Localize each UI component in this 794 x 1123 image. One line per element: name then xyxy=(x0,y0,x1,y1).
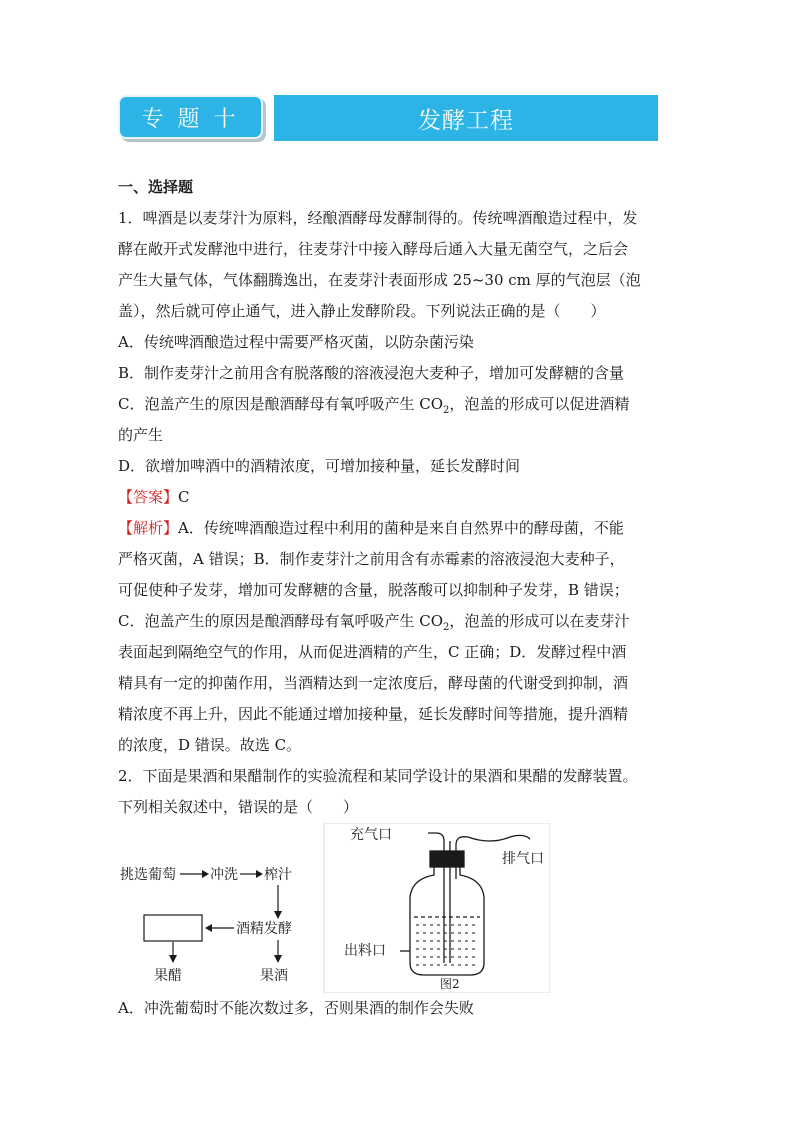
analysis-text: A．传统啤酒酿造过程中利用的菌种是来自自然界中的酵母菌，不能 xyxy=(178,519,624,537)
question-2 xyxy=(118,761,670,1024)
fig2-discharge-label: 出料口 xyxy=(344,943,386,959)
chapter-banner xyxy=(118,95,658,141)
fig2-outlet-label: 排气口 xyxy=(502,851,544,867)
q2-figure xyxy=(118,823,550,993)
bottle xyxy=(410,867,484,975)
fig1-out-vinegar: 果醋 xyxy=(154,968,182,984)
figure-2-apparatus xyxy=(324,823,550,993)
q1-analysis-8: 的浓度，D 错误。故选 C。 xyxy=(118,736,302,754)
q1-option-d: D．欲增加啤酒中的酒精浓度，可增加接种量，延长发酵时间 xyxy=(118,457,521,475)
fig1-step-ferment: 酒精发酵 xyxy=(236,921,292,937)
document-body xyxy=(118,172,670,1024)
q1-answer xyxy=(118,482,670,513)
fig1-step-select: 挑选葡萄 xyxy=(120,867,176,883)
arrow-head xyxy=(202,870,209,878)
q1-option-c-text-2: ，泡盖的形成可以促进酒精 xyxy=(449,395,630,413)
fig1-out-wine: 果酒 xyxy=(260,968,288,984)
q1-analysis-2: 严格灭菌，A 错误；B．制作麦芽汁之前用含有赤霉素的溶液浸泡大麦种子， xyxy=(118,550,625,568)
q1-option-b: B．制作麦芽汁之前用含有脱落酸的溶液浸泡大麦种子，增加可发酵糖的含量 xyxy=(118,364,625,382)
arrow-head xyxy=(274,955,282,963)
figure-1-flowchart xyxy=(120,866,292,993)
analysis-text: ，泡盖的形成可以在麦芽汁 xyxy=(449,612,630,630)
q1-option-c xyxy=(118,389,670,420)
chapter-tag: 专题十 xyxy=(118,95,263,139)
q1-stem-line-3: 产生大量气体，气体翻腾逸出，在麦芽汁表面形成 25~30 cm 厚的气泡层（泡 xyxy=(118,271,641,289)
q1-option-c-cont: 的产生 xyxy=(118,426,164,444)
q1-analysis-7: 精浓度不再上升，因此不能通过增加接种量，延长发酵时间等措施，提升酒精 xyxy=(118,705,629,723)
question-1 xyxy=(118,203,670,761)
q1-analysis-5: 表面起到隔绝空气的作用，从而促进酒精的产生，C 正确；D．发酵过程中酒 xyxy=(118,643,627,661)
q1-stem-line-1: 1．啤酒是以麦芽汁为原料，经酿酒酵母发酵制得的。传统啤酒酿造过程中，发 xyxy=(118,209,638,227)
q2-stem-2: 下列相关叙述中，错误的是（ ） xyxy=(118,798,359,816)
fig1-step-wash: 冲洗 xyxy=(210,867,238,883)
arrow-head xyxy=(169,955,177,963)
q1-analysis-4 xyxy=(118,606,670,637)
q1-analysis-3: 可促使种子发芽，增加可发酵糖的含量，脱落酸可以抑制种子发芽，B 错误； xyxy=(118,581,629,599)
arrow-head xyxy=(205,924,212,932)
q2-figure-svg xyxy=(118,823,550,993)
chapter-title: 发酵工程 xyxy=(274,95,658,141)
fig1-step-press: 榨汁 xyxy=(264,867,292,883)
subscript: 2 xyxy=(443,622,450,633)
q1-option-a: A．传统啤酒酿造过程中需要严格灭菌，以防杂菌污染 xyxy=(118,333,474,351)
q1-stem-line-2: 酵在敞开式发酵池中进行，往麦芽汁中接入酵母后通入大量无菌空气，之后会 xyxy=(118,240,629,258)
q2-option-a: A．冲洗葡萄时不能次数过多，否则果酒的制作会失败 xyxy=(118,999,474,1017)
analysis-label: 【解析】 xyxy=(118,519,179,537)
stopper xyxy=(430,851,464,867)
analysis-text: C．泡盖产生的原因是酿酒酵母有氧呼吸产生 CO xyxy=(118,612,444,630)
q1-analysis-1 xyxy=(118,513,670,544)
fig2-inlet-label: 充气口 xyxy=(350,827,392,843)
fig2-caption: 图2 xyxy=(440,977,460,991)
section-title: 一、选择题 xyxy=(118,178,194,196)
answer-value: C xyxy=(178,488,190,506)
liquid xyxy=(416,925,478,965)
arrow-head xyxy=(256,870,263,878)
q1-analysis-6: 精具有一定的抑菌作用，当酒精达到一定浓度后，酵母菌的代谢受到抑制，酒 xyxy=(118,674,629,692)
answer-label: 【答案】 xyxy=(118,488,179,506)
q1-stem-line-4: 盖），然后就可停止通气，进入静止发酵阶段。下列说法正确的是（ ） xyxy=(118,302,606,320)
arrow-head xyxy=(274,911,282,919)
q2-stem-1: 2．下面是果酒和果醋制作的实验流程和某同学设计的果酒和果醋的发酵装置。 xyxy=(118,767,638,785)
q1-option-c-text: C．泡盖产生的原因是酿酒酵母有氧呼吸产生 CO xyxy=(118,395,444,413)
figure-frame xyxy=(324,823,550,993)
blank-box xyxy=(144,915,202,941)
subscript: 2 xyxy=(443,405,450,416)
